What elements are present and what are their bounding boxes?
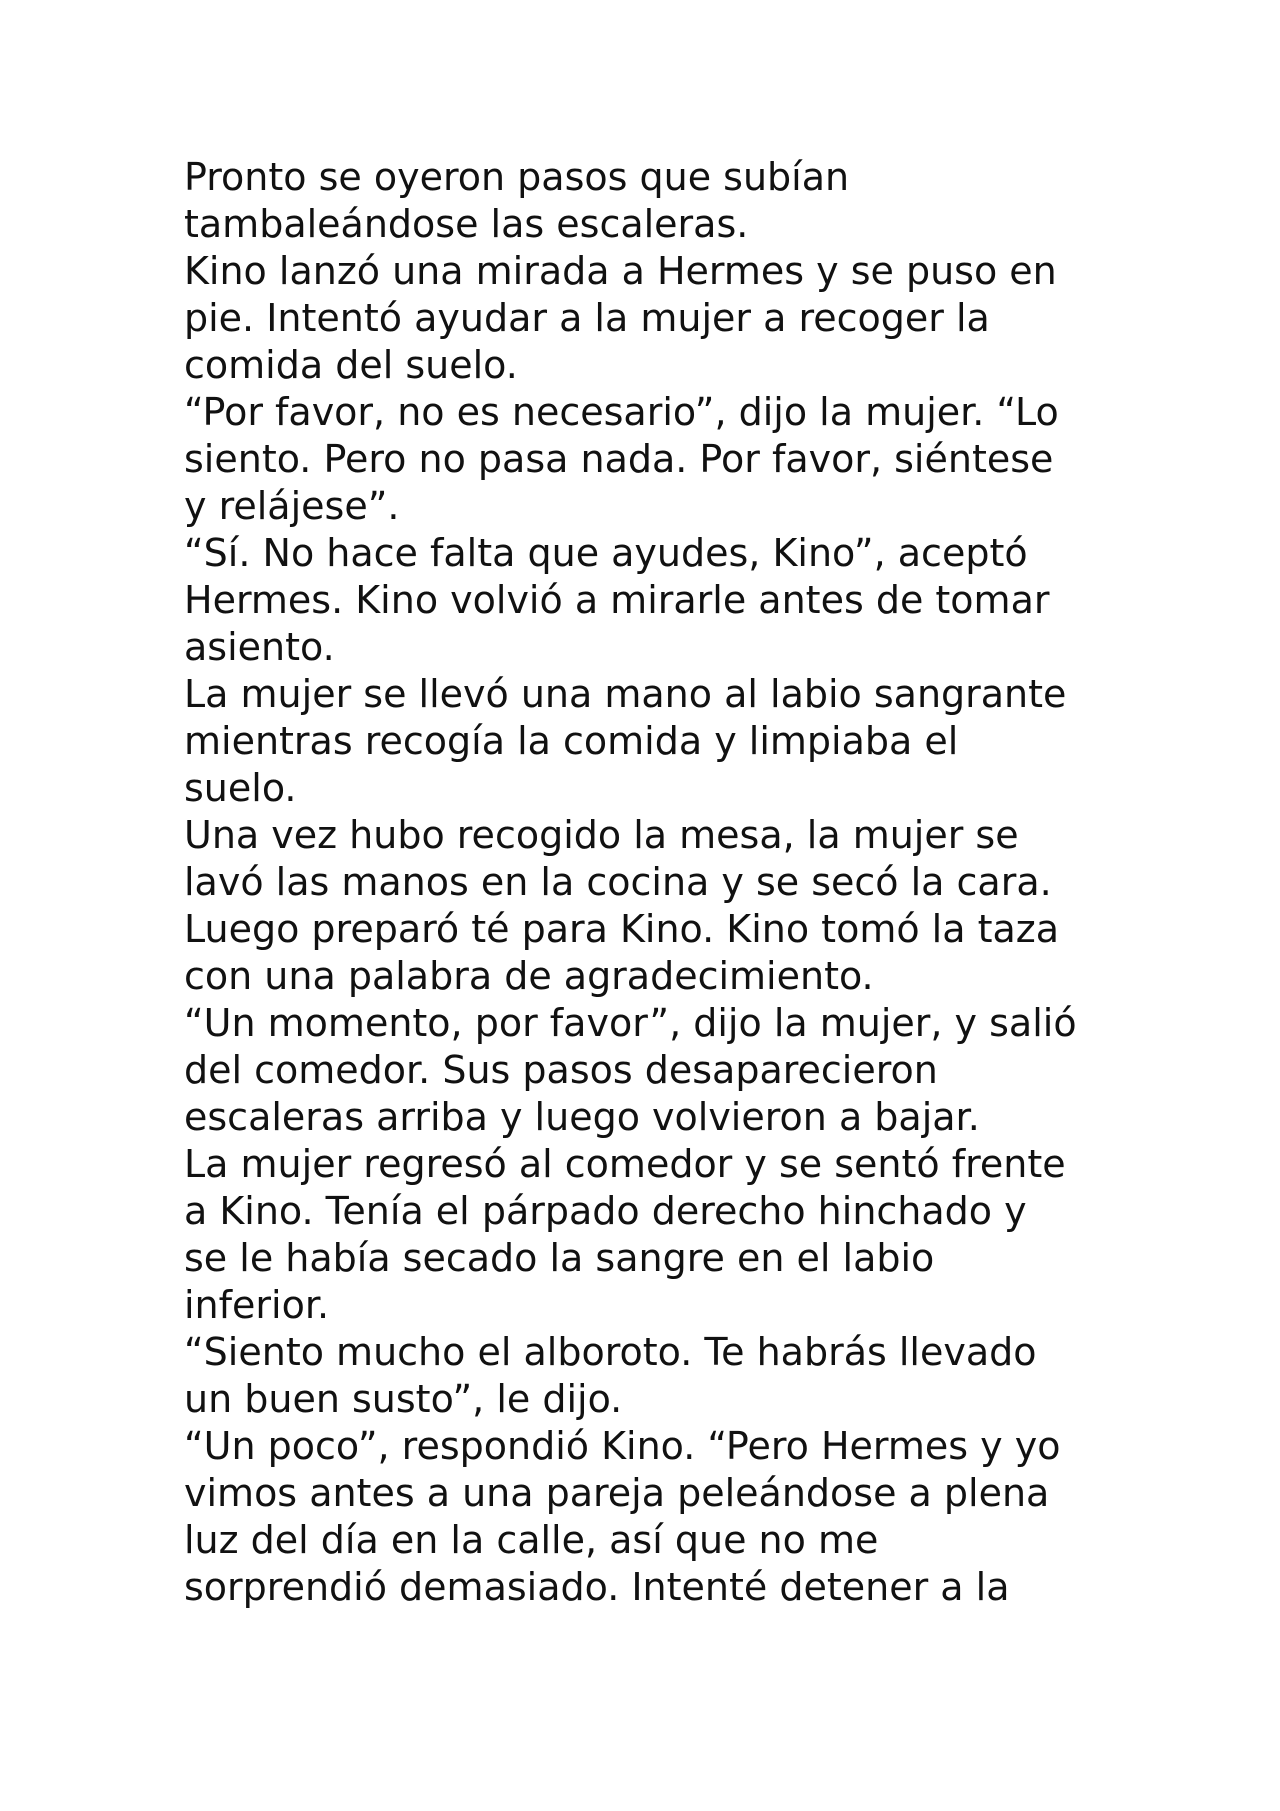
text-line: “Un poco”, respondió Kino. “Pero Hermes y yo: [184, 1424, 1061, 1468]
text-line: pie. Intentó ayudar a la mujer a recoger la: [184, 296, 990, 340]
text-line: La mujer regresó al comedor y se sentó frente: [184, 1142, 1066, 1186]
text-line: Una vez hubo recogido la mesa, la mujer se: [184, 813, 1019, 857]
text-line: Pronto se oyeron pasos que subían: [184, 155, 850, 199]
text-line: comida del suelo.: [184, 343, 518, 387]
text-line: un buen susto”, le dijo.: [184, 1377, 623, 1421]
text-line: Luego preparó té para Kino. Kino tomó la taza: [184, 907, 1060, 951]
text-line: “Por favor, no es necesario”, dijo la mujer. “Lo: [184, 390, 1059, 434]
text-line: suelo.: [184, 766, 297, 810]
text-line: Kino lanzó una mirada a Hermes y se puso en: [184, 249, 1057, 293]
text-line: “Un momento, por favor”, dijo la mujer, y salió: [184, 1001, 1077, 1045]
text-line: “Sí. No hace falta que ayudes, Kino”, aceptó: [184, 531, 1028, 575]
text-line: siento. Pero no pasa nada. Por favor, siéntese: [184, 437, 1054, 481]
text-line: del comedor. Sus pasos desaparecieron: [184, 1048, 938, 1092]
text-line: “Siento mucho el alboroto. Te habrás llevado: [184, 1330, 1037, 1374]
text-line: con una palabra de agradecimiento.: [184, 954, 874, 998]
body-text: [184, 154, 1124, 1611]
text-line: La mujer se llevó una mano al labio sangrante: [184, 672, 1067, 716]
text-line: y relájese”.: [184, 484, 400, 528]
text-line: se le había secado la sangre en el labio: [184, 1236, 935, 1280]
text-line: inferior.: [184, 1283, 330, 1327]
text-line: sorprendió demasiado. Intenté detener a la: [184, 1565, 1010, 1609]
text-line: lavó las manos en la cocina y se secó la cara.: [184, 860, 1052, 904]
text-line: Hermes. Kino volvió a mirarle antes de tomar: [184, 578, 1050, 622]
text-line: tambaleándose las escaleras.: [184, 202, 749, 246]
text-line: asiento.: [184, 625, 335, 669]
text-line: luz del día en la calle, así que no me: [184, 1518, 879, 1562]
text-line: vimos antes a una pareja peleándose a plena: [184, 1471, 1050, 1515]
text-line: mientras recogía la comida y limpiaba el: [184, 719, 959, 763]
text-line: escaleras arriba y luego volvieron a bajar.: [184, 1095, 980, 1139]
text-line: a Kino. Tenía el párpado derecho hinchado y: [184, 1189, 1027, 1233]
